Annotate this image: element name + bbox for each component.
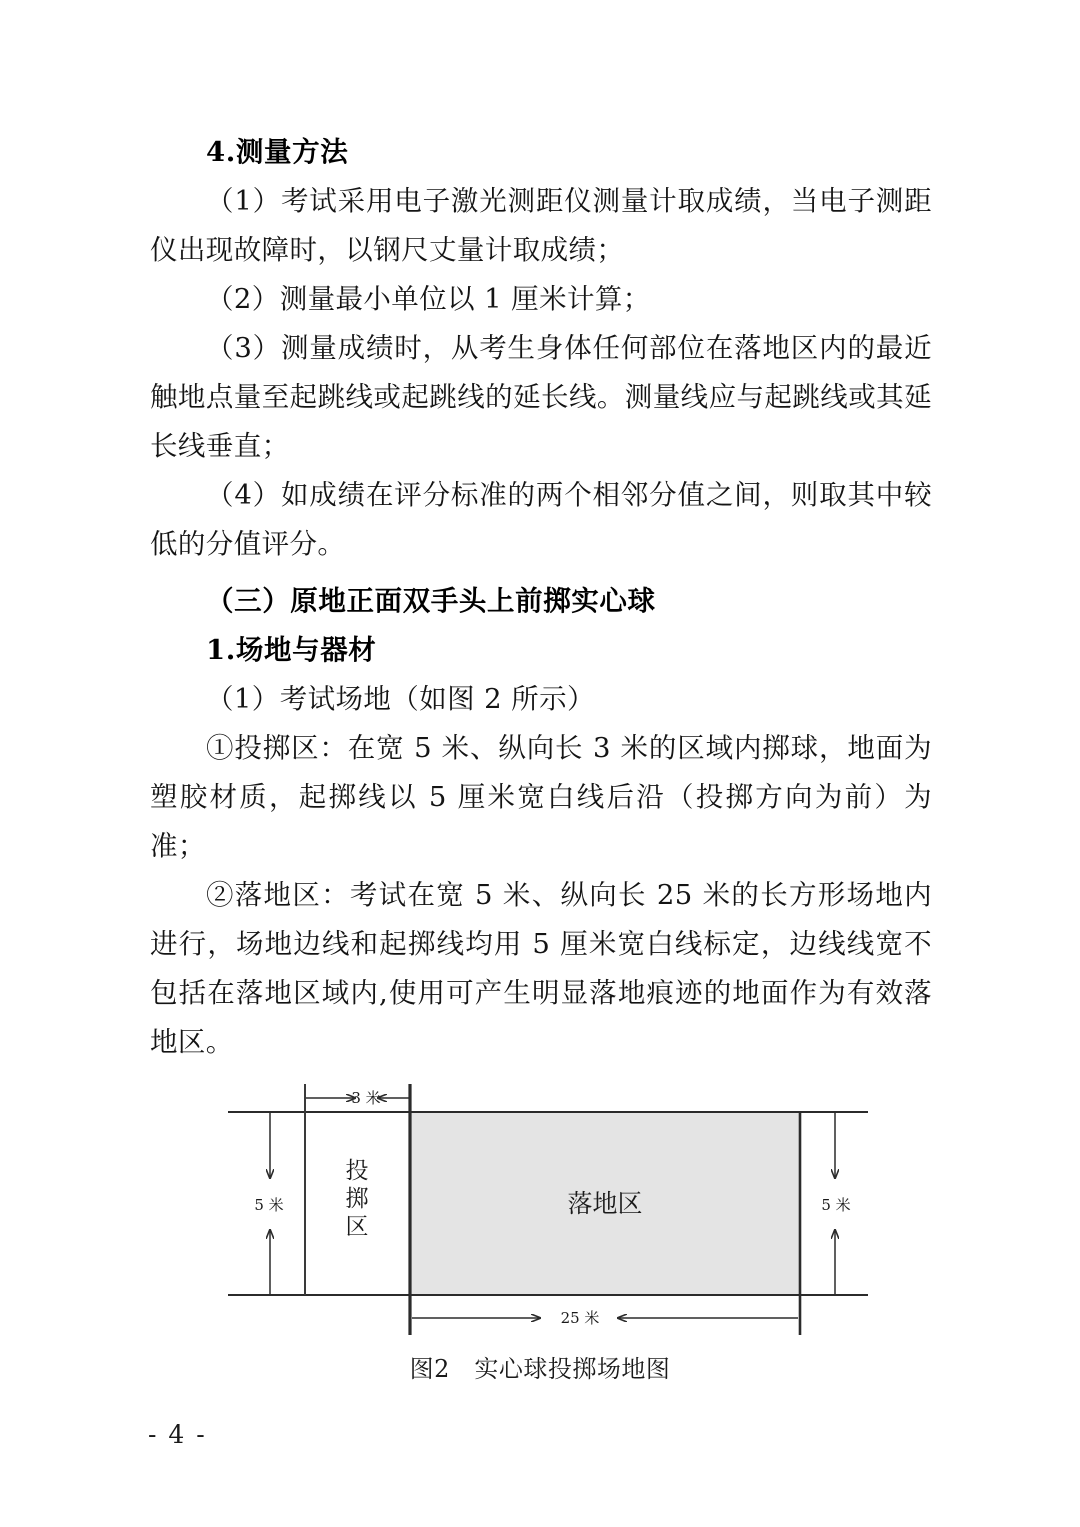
figure-caption: 图2 实心球投掷场地图 xyxy=(409,1355,671,1383)
dim-left-label: 5 米 xyxy=(254,1196,284,1214)
dim-bottom-label: 25 米 xyxy=(560,1309,600,1327)
dim-right-label: 5 米 xyxy=(821,1196,851,1214)
figure-throwing-field-diagram xyxy=(0,1070,1080,1350)
page-body-text xyxy=(150,128,932,1067)
throw-zone-label-char-3: 区 xyxy=(345,1214,369,1240)
page-number: - 4 - xyxy=(148,1420,207,1449)
heading-measurement-method: 4.测量方法 xyxy=(206,136,349,168)
paragraph-measurement-1: （1）考试采用电子激光测距仪测量计取成绩，当电子测距仪出现故障时，以钢尺丈量计取成绩； xyxy=(150,185,932,266)
paragraph-measurement-3: （3）测量成绩时，从考生身体任何部位在落地区内的最近触地点量至起跳线或起跳线的延长线。测量线应与起跳线或其延长线垂直； xyxy=(150,332,932,462)
paragraph-exam-venue: （1）考试场地（如图 2 所示） xyxy=(206,683,595,715)
heading-venue-and-equipment: 1.场地与器材 xyxy=(206,634,377,666)
paragraph-throw-zone: ①投掷区：在宽 5 米、纵向长 3 米的区域内掷球，地面为塑胶材质，起掷线以 5 厘米宽白线后沿（投掷方向为前）为准； xyxy=(150,732,932,862)
throw-zone-label-char-2: 掷 xyxy=(345,1186,369,1212)
paragraph-landing-zone: ②落地区：考试在宽 5 米、纵向长 25 米的长方形场地内进行，场地边线和起掷线均用 5 厘米宽白线标定，边线线宽不包括在落地区域内,使用可产生明显落地痕迹的地面作为有效落地区。 xyxy=(150,879,932,1058)
dim-top-label: 3 米 xyxy=(351,1089,381,1107)
throwing-field-svg xyxy=(0,1070,1080,1350)
heading-section-three: （三）原地正面双手头上前掷实心球 xyxy=(206,585,656,617)
paragraph-measurement-4: （4）如成绩在评分标准的两个相邻分值之间，则取其中较低的分值评分。 xyxy=(150,479,932,560)
throw-zone-label-char-1: 投 xyxy=(345,1158,369,1184)
paragraph-measurement-2: （2）测量最小单位以 1 厘米计算； xyxy=(206,283,651,315)
landing-zone-label: 落地区 xyxy=(567,1189,643,1218)
